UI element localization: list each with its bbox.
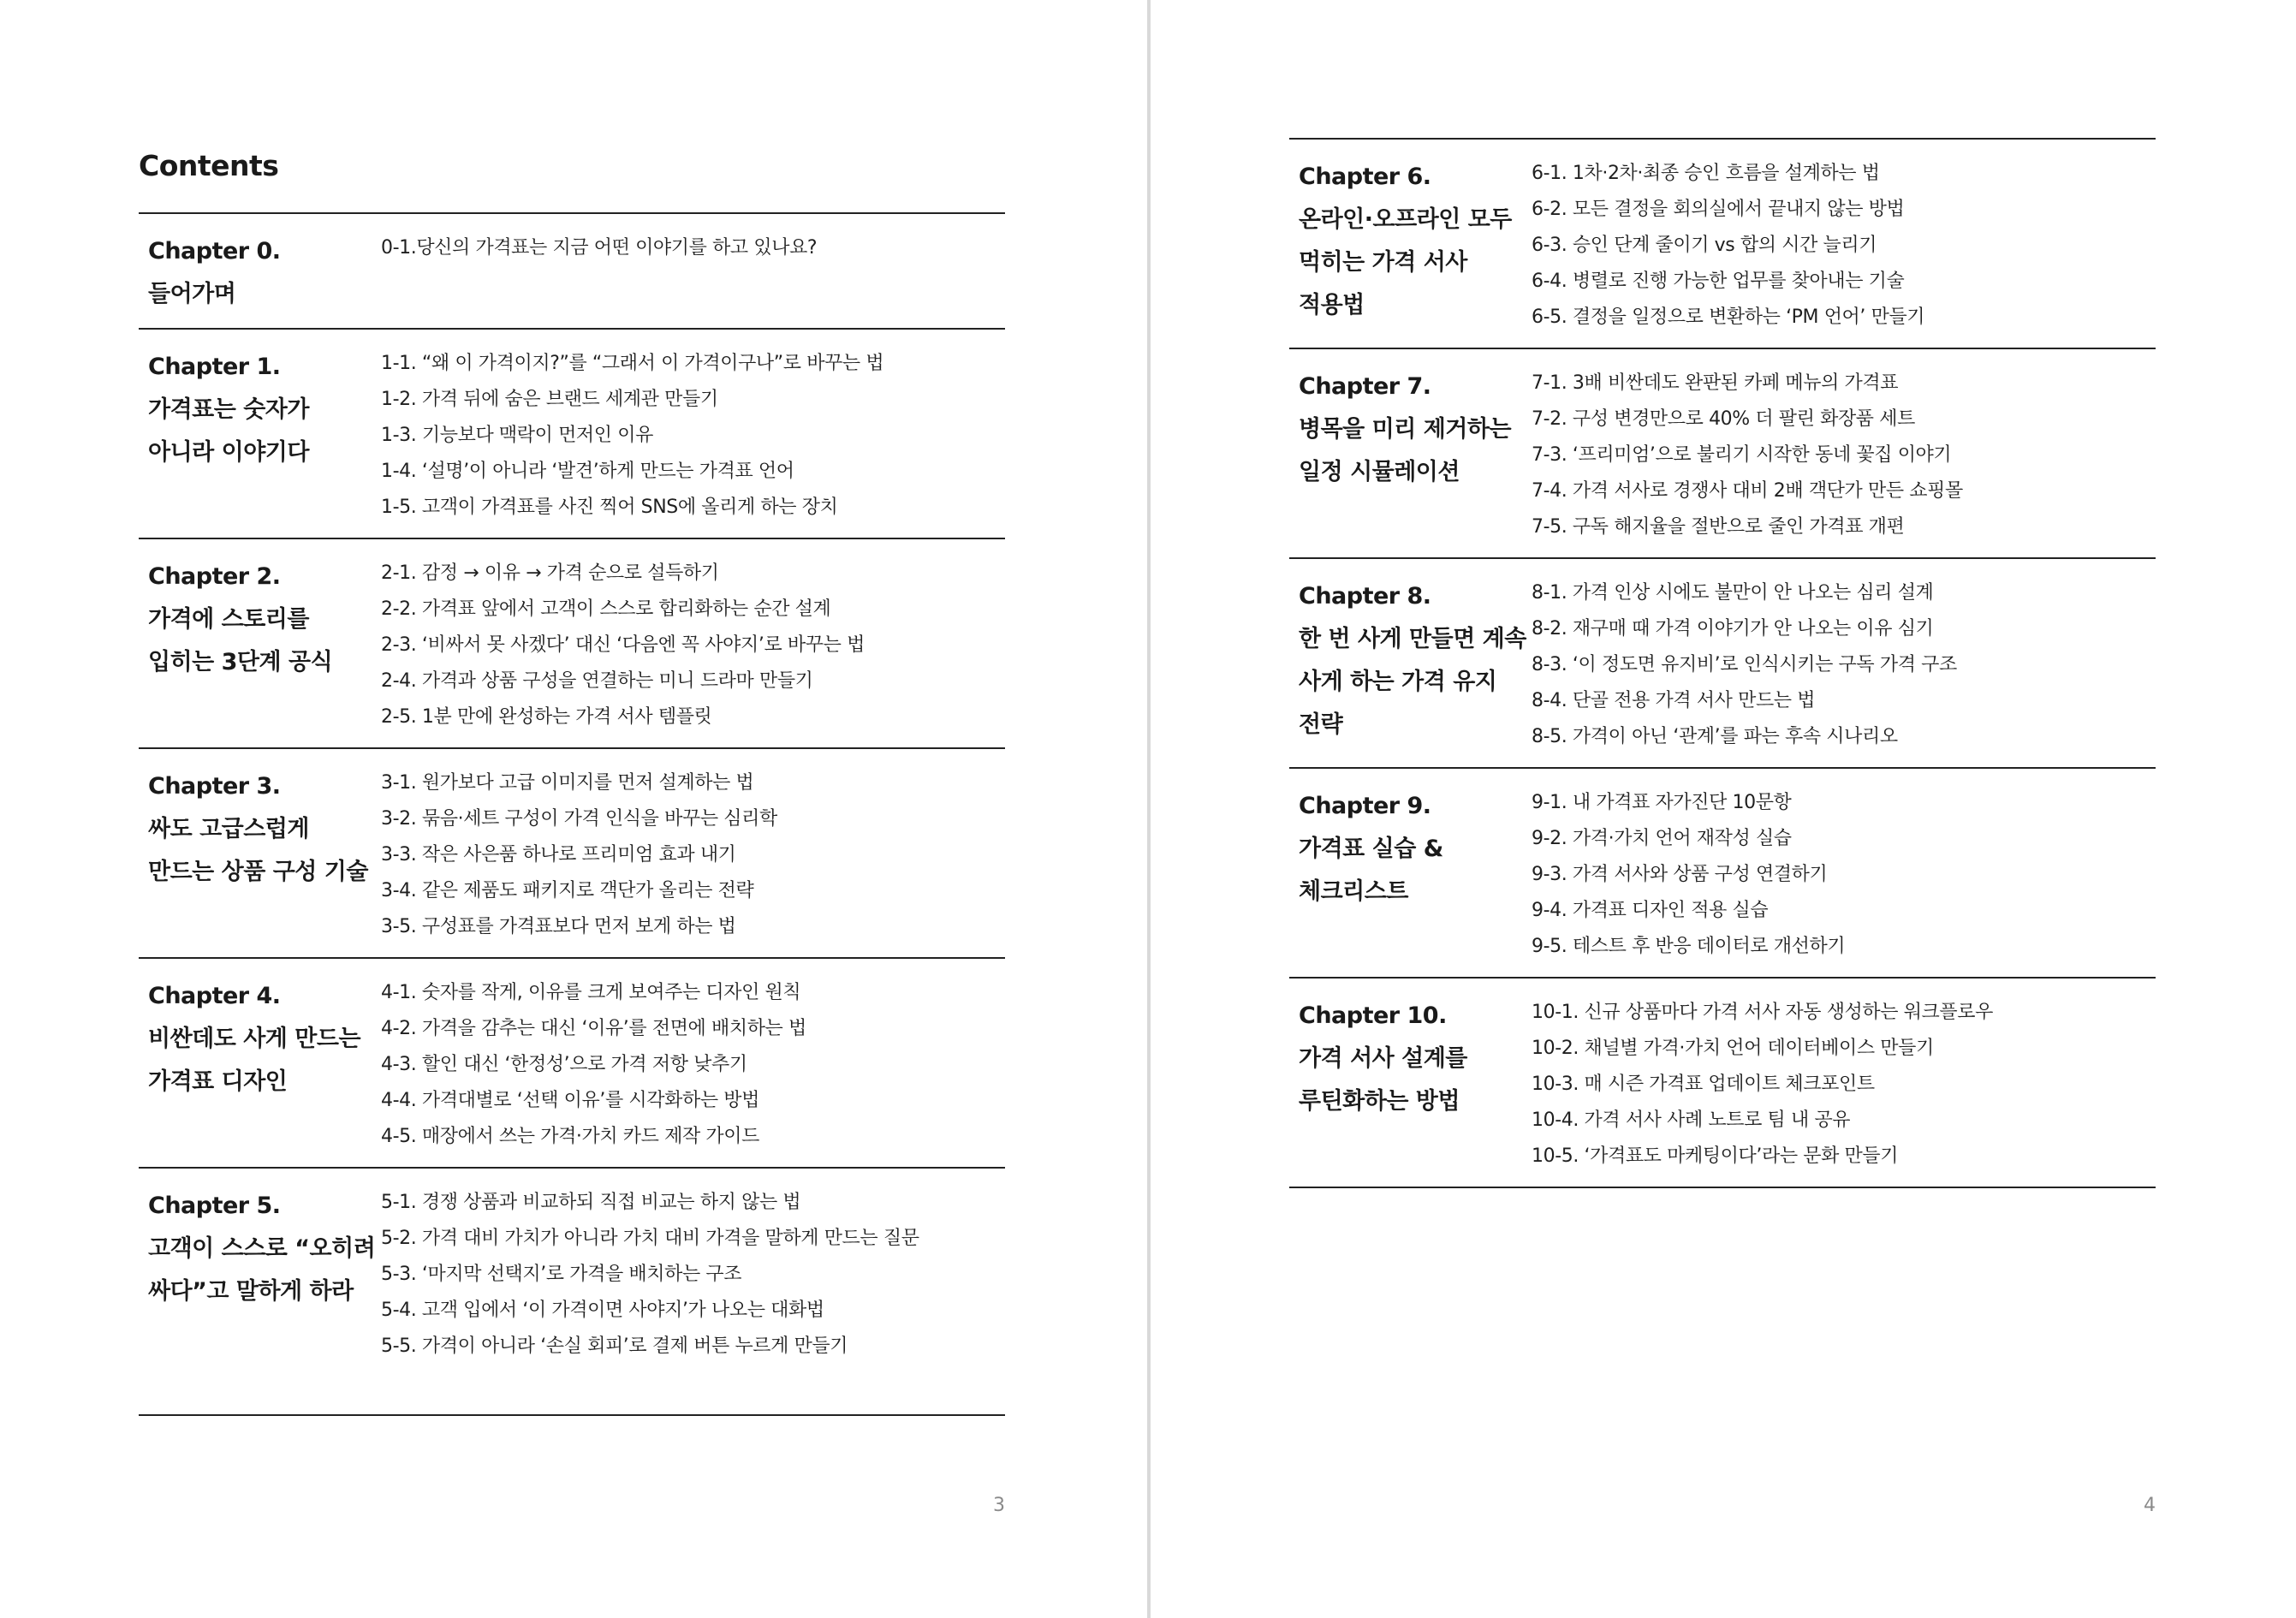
chapter-title-line: 루틴화하는 방법 [1299, 1088, 1460, 1115]
chapter-heading [1289, 366, 1532, 545]
chapter-heading [139, 230, 381, 316]
section-item: 10-5. ‘가격표도 마케팅이다’라는 문화 만들기 [1532, 1145, 1899, 1167]
chapter-heading [139, 346, 381, 526]
chapter-title-line: 전략 [1299, 711, 1343, 738]
chapter-title-line: 고객이 스스로 “오히려 [148, 1235, 376, 1262]
section-item: 4-3. 할인 대신 ‘한정성’으로 가격 저항 낮추기 [381, 1054, 747, 1075]
section-item: 4-4. 가격대별로 ‘선택 이유’를 시각화하는 방법 [381, 1090, 759, 1111]
chapter-title-line: 비싼데도 사게 만드는 [148, 1026, 361, 1052]
section-item: 1-2. 가격 뒤에 숨은 브랜드 세계관 만들기 [381, 389, 718, 410]
toc-table-left [139, 212, 1005, 1377]
chapter-title-line: 들어가며 [148, 281, 236, 307]
section-item: 2-3. ‘비싸서 못 사겠다’ 대신 ‘다음엔 꼭 사야지’로 바꾸는 법 [381, 634, 865, 656]
chapter-title-line: 가격표 실습 & [1299, 836, 1443, 862]
section-item: 8-2. 재구매 때 가격 이야기가 안 나오는 이유 심기 [1532, 618, 1934, 639]
chapter-section-list [1532, 575, 2156, 755]
section-item: 4-5. 매장에서 쓰는 가격·가치 카드 제작 가이드 [381, 1126, 759, 1147]
toc-chapter-row [139, 749, 1005, 959]
section-item: 0-1.당신의 가격표는 지금 어떤 이야기를 하고 있나요? [381, 237, 818, 259]
section-item: 9-3. 가격 서사와 상품 구성 연결하기 [1532, 864, 1828, 885]
chapter-title-line: 가격표는 숫자가 [148, 396, 309, 423]
chapter-label: Chapter 9. [1299, 793, 1431, 819]
section-item: 9-4. 가격표 디자인 적용 실습 [1532, 900, 1769, 921]
chapter-label: Chapter 7. [1299, 373, 1431, 400]
section-item: 10-2. 채널별 가격·가치 언어 데이터베이스 만들기 [1532, 1038, 1934, 1059]
chapter-label: Chapter 8. [1299, 583, 1431, 610]
section-item: 5-2. 가격 대비 가치가 아니라 가치 대비 가격을 말하게 만드는 질문 [381, 1228, 919, 1249]
chapter-section-list [381, 230, 1005, 316]
section-item: 8-4. 단골 전용 가격 서사 만드는 법 [1532, 690, 1816, 711]
toc-chapter-row [139, 539, 1005, 749]
page-number-left: 3 [993, 1495, 1005, 1516]
chapter-heading [139, 1185, 381, 1365]
section-item: 4-2. 가격을 감추는 대신 ‘이유’를 전면에 배치하는 법 [381, 1018, 806, 1039]
chapter-title-line: 가격에 스토리를 [148, 606, 309, 633]
chapter-section-list [381, 1185, 1005, 1365]
chapter-title-line: 병목을 미리 제거하는 [1299, 416, 1512, 443]
section-item: 3-5. 구성표를 가격표보다 먼저 보게 하는 법 [381, 916, 736, 937]
section-item: 3-4. 같은 제품도 패키지로 객단가 올리는 전략 [381, 880, 754, 901]
section-item: 8-1. 가격 인상 시에도 불만이 안 나오는 심리 설계 [1532, 582, 1934, 604]
section-item: 2-1. 감정 → 이유 → 가격 순으로 설득하기 [381, 562, 719, 584]
toc-chapter-row [1289, 349, 2156, 559]
chapter-title-line: 한 번 사게 만들면 계속 [1299, 626, 1526, 652]
section-item: 1-5. 고객이 가격표를 사진 찍어 SNS에 올리게 하는 장치 [381, 497, 838, 518]
chapter-label: Chapter 3. [148, 773, 281, 800]
section-item: 3-2. 묶음·세트 구성이 가격 인식을 바꾸는 심리학 [381, 808, 777, 830]
section-item: 3-3. 작은 사은품 하나로 프리미엄 효과 내기 [381, 844, 736, 866]
section-item: 6-4. 병렬로 진행 가능한 업무를 찾아내는 기술 [1532, 271, 1905, 292]
chapter-section-list [381, 556, 1005, 735]
section-item: 5-4. 고객 입에서 ‘이 가격이면 사야지’가 나오는 대화법 [381, 1300, 824, 1321]
chapter-title-line: 싸다”고 말하게 하라 [148, 1278, 354, 1305]
chapter-heading [1289, 156, 1532, 336]
section-item: 2-4. 가격과 상품 구성을 연결하는 미니 드라마 만들기 [381, 670, 813, 692]
chapter-heading [139, 765, 381, 945]
section-item: 8-5. 가격이 아닌 ‘관계’를 파는 후속 시나리오 [1532, 726, 1898, 747]
chapter-title-line: 아니라 이야기다 [148, 439, 309, 466]
chapter-title-line: 가격표 디자인 [148, 1068, 288, 1095]
chapter-label: Chapter 2. [148, 563, 281, 590]
chapter-label: Chapter 5. [148, 1193, 281, 1219]
section-item: 5-5. 가격이 아니라 ‘손실 회피’로 결제 버튼 누르게 만들기 [381, 1335, 848, 1357]
section-item: 7-1. 3배 비싼데도 완판된 카페 메뉴의 가격표 [1532, 372, 1899, 394]
chapter-heading [1289, 575, 1532, 755]
toc-bottom-rule [139, 1414, 1005, 1416]
chapter-title-line: 체크리스트 [1299, 878, 1408, 905]
section-item: 1-3. 기능보다 맥락이 먼저인 이유 [381, 425, 653, 446]
toc-chapter-row [139, 330, 1005, 539]
toc-chapter-row [139, 959, 1005, 1169]
section-item: 5-3. ‘마지막 선택지’로 가격을 배치하는 구조 [381, 1264, 742, 1285]
chapter-title-line: 적용법 [1299, 292, 1365, 318]
chapter-heading [139, 975, 381, 1155]
section-item: 6-3. 승인 단계 줄이기 vs 합의 시간 늘리기 [1532, 235, 1877, 256]
chapter-title-line: 온라인·오프라인 모두 [1299, 206, 1512, 233]
chapter-section-list [1532, 366, 2156, 545]
contents-heading: Contents [139, 149, 279, 182]
section-item: 3-1. 원가보다 고급 이미지를 먼저 설계하는 법 [381, 772, 754, 794]
section-item: 2-5. 1분 만에 완성하는 가격 서사 템플릿 [381, 706, 712, 728]
chapter-section-list [1532, 995, 2156, 1175]
toc-chapter-row [1289, 769, 2156, 979]
chapter-title-line: 사게 하는 가격 유지 [1299, 669, 1497, 695]
chapter-heading [139, 556, 381, 735]
section-item: 6-5. 결정을 일정으로 변환하는 ‘PM 언어’ 만들기 [1532, 306, 1925, 328]
section-item: 7-5. 구독 해지율을 절반으로 줄인 가격표 개편 [1532, 516, 1905, 538]
chapter-label: Chapter 0. [148, 238, 281, 265]
section-item: 10-4. 가격 서사 사례 노트로 팀 내 공유 [1532, 1109, 1851, 1131]
right-page [1151, 0, 2296, 1618]
chapter-title-line: 입히는 3단계 공식 [148, 649, 333, 675]
section-item: 1-4. ‘설명’이 아니라 ‘발견’하게 만드는 가격표 언어 [381, 461, 794, 482]
chapter-title-line: 가격 서사 설계를 [1299, 1045, 1467, 1072]
chapter-label: Chapter 1. [148, 354, 281, 380]
section-item: 7-3. ‘프리미엄’으로 불리기 시작한 동네 꽃집 이야기 [1532, 444, 1952, 466]
chapter-title-line: 싸도 고급스럽게 [148, 816, 309, 842]
section-item: 2-2. 가격표 앞에서 고객이 스스로 합리화하는 순간 설계 [381, 598, 831, 620]
chapter-section-list [1532, 156, 2156, 336]
toc-chapter-row [1289, 559, 2156, 769]
chapter-label: Chapter 6. [1299, 164, 1431, 190]
chapter-title-line: 만드는 상품 구성 기술 [148, 859, 368, 885]
section-item: 9-5. 테스트 후 반응 데이터로 개선하기 [1532, 936, 1846, 957]
section-item: 4-1. 숫자를 작게, 이유를 크게 보여주는 디자인 원칙 [381, 982, 801, 1003]
section-item: 9-2. 가격·가치 언어 재작성 실습 [1532, 828, 1792, 849]
toc-chapter-row [139, 1169, 1005, 1377]
section-item: 1-1. “왜 이 가격이지?”를 “그래서 이 가격이구나”로 바꾸는 법 [381, 353, 884, 374]
section-item: 9-1. 내 가격표 자가진단 10문항 [1532, 792, 1792, 813]
toc-chapter-row [1289, 979, 2156, 1188]
section-item: 7-2. 구성 변경만으로 40% 더 팔린 화장품 세트 [1532, 408, 1915, 430]
chapter-section-list [1532, 785, 2156, 965]
section-item: 10-1. 신규 상품마다 가격 서사 자동 생성하는 워크플로우 [1532, 1002, 1993, 1023]
section-item: 7-4. 가격 서사로 경쟁사 대비 2배 객단가 만든 쇼핑몰 [1532, 480, 1963, 502]
chapter-title-line: 먹히는 가격 서사 [1299, 249, 1467, 276]
chapter-label: Chapter 4. [148, 983, 281, 1009]
section-item: 10-3. 매 시즌 가격표 업데이트 체크포인트 [1532, 1074, 1875, 1095]
chapter-title-line: 일정 시뮬레이션 [1299, 459, 1460, 485]
toc-table-right [1289, 138, 2156, 1188]
chapter-section-list [381, 765, 1005, 945]
chapter-heading [1289, 785, 1532, 965]
toc-chapter-row [139, 214, 1005, 330]
left-page [0, 0, 1147, 1618]
chapter-section-list [381, 975, 1005, 1155]
section-item: 6-2. 모든 결정을 회의실에서 끝내지 않는 방법 [1532, 199, 1905, 220]
chapter-section-list [381, 346, 1005, 526]
section-item: 6-1. 1차·2차·최종 승인 흐름을 설계하는 법 [1532, 163, 1880, 184]
chapter-heading [1289, 995, 1532, 1175]
page-number-right: 4 [2144, 1495, 2156, 1516]
chapter-label: Chapter 10. [1299, 1002, 1447, 1029]
section-item: 5-1. 경쟁 상품과 비교하되 직접 비교는 하지 않는 법 [381, 1192, 801, 1213]
toc-chapter-row [1289, 140, 2156, 349]
section-item: 8-3. ‘이 정도면 유지비’로 인식시키는 구독 가격 구조 [1532, 654, 1957, 675]
